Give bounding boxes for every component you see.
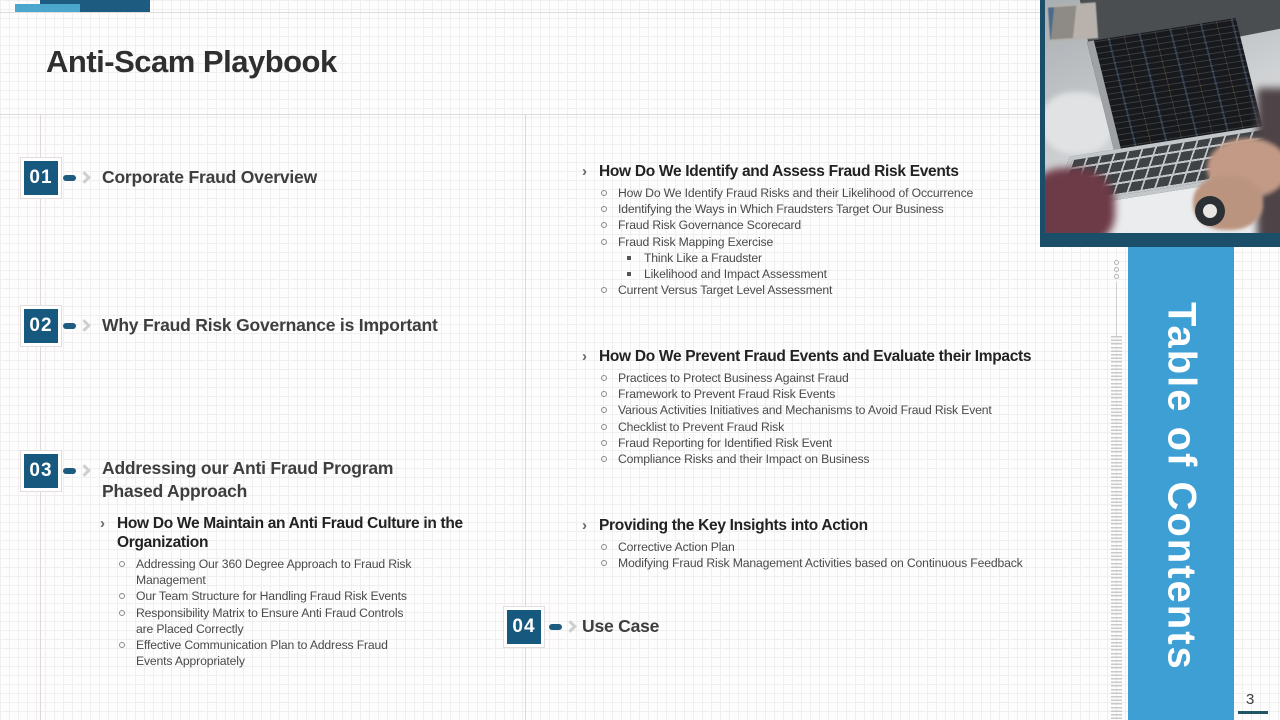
zipper-line [1116,282,1117,336]
item-label: Use Case [582,616,660,636]
circle-bullet-icon [119,610,125,616]
table-of-contents-sidebar [1128,247,1234,720]
bullet-item: Fraud Risk Mapping Exercise [600,234,1070,250]
bullet-item: Corrective Action Plan [600,539,1080,555]
bullet-item: Practices to Protect Business Against Fraud [600,370,1070,386]
picture-frame-shape [1046,2,1098,41]
arrow-chevron-icon [78,171,91,184]
item-number-badge: 04 [504,607,544,647]
circle-bullet-icon [601,222,607,228]
toc-subsection [100,514,480,669]
item-number-badge: 01 [21,158,61,198]
item-number-badge: 03 [21,451,61,491]
item-number-badge: 02 [21,306,61,346]
arrow-dash-icon [549,624,562,630]
arrow-chevron-icon [78,319,91,332]
circle-bullet-icon [119,561,125,567]
bullet-item: Fraud Reporting for Identified Risk Event [600,435,1070,451]
subsection-heading: How Do We Maintain an Anti Fraud Culture in the Organization [117,515,463,551]
bullet-item: Compliance Risks and their Impact on Business [600,451,1070,467]
arrow-dash-icon [63,468,76,474]
circle-bullet-icon [119,593,125,599]
slide-title: Anti-Scam Playbook [46,44,337,79]
bullet-item: Framework to Prevent Fraud Risk Events [600,386,1070,402]
sidebar-label: Table of Contents [1159,302,1204,671]
zipper-ladder [1111,336,1122,720]
chevron-bullet-icon: › [582,348,587,365]
section-heading: How Do We Prevent Fraud Events and Evaluate their Impacts [599,348,1032,365]
item-label: Addressing our Anti Fraud Program Phased Approach [102,458,394,501]
circle-bullet-icon [601,239,607,245]
arrow-chevron-icon [564,620,577,633]
zipper-circle-icon [1114,260,1119,265]
top-accent-blue-bar [15,4,80,12]
circle-bullet-icon [119,642,125,648]
zipper-circle-icon [1114,274,1119,279]
circle-bullet-icon [601,424,607,430]
arrow-dash-icon [63,323,76,329]
circle-bullet-icon [601,391,607,397]
bullet-item: Effective Communication Plan to Address Fraud Events Appropriately [118,637,420,669]
bullet-item: Checklist to Prevent Fraud Risk [600,419,1070,435]
zipper-circle-icon [1114,267,1119,272]
bullet-item: Modifying Fraud Risk Management Activities based on Continuous Feedback [600,555,1080,571]
circle-bullet-icon [601,206,607,212]
wristwatch-shape [1195,196,1225,226]
circle-bullet-icon [601,407,607,413]
bullet-item: Current Versus Target Level Assessment [600,282,1070,298]
item-label: Why Fraud Risk Governance is Important [102,315,438,335]
toc-section-insights [582,516,1082,571]
chevron-bullet-icon: › [582,517,587,534]
timeline-line [40,114,41,720]
section-heading: Providing the Key Insights into Action [599,517,868,534]
circle-bullet-icon [601,560,607,566]
bullet-item: Likelihood and Impact Assessment [600,266,1070,282]
section-heading: How Do We Identify and Assess Fraud Risk Events [599,163,959,180]
bullet-item: Various Activities Initiatives and Mechanisms to Avoid Fraud Risk Event [600,402,1070,418]
circle-bullet-icon [601,375,607,381]
toc-section-identify [582,162,1082,298]
chevron-bullet-icon: › [100,515,105,532]
bullet-item: Identifying the Ways in Which Fraudsters Target Our Business [600,201,1070,217]
arrow-dash-icon [63,175,76,181]
arrow-chevron-icon [78,464,91,477]
bullet-item: How Do We Identify Fraud Risks and their Likelihood of Occurrence [600,185,1070,201]
chevron-bullet-icon: › [582,163,587,180]
bullet-item: Responsibility Matrix to Ensure Anti Fraud Controls are Placed Correctly [118,605,420,637]
bullet-item: Fraud Risk Governance Scorecard [600,217,1070,233]
circle-bullet-icon [601,440,607,446]
title-rule [0,114,1045,115]
item-label: Corporate Fraud Overview [102,167,317,187]
dot-bullet-icon [627,256,631,260]
bullet-item: Addressing Our 360 Degree Approach to Fraud Risk Management [118,556,420,588]
circle-bullet-icon [601,287,607,293]
top-rule [0,12,1045,13]
page-number: 3 [1246,691,1255,708]
circle-bullet-icon [601,544,607,550]
page-number-underline [1238,711,1268,714]
dot-bullet-icon [627,272,631,276]
circle-bullet-icon [601,190,607,196]
toc-section-prevent [582,347,1082,467]
bullet-item: Think Like a Fraudster [600,250,1070,266]
bullet-item: Our Team Structure for Handling Fraud Risk Events [118,588,420,604]
circle-bullet-icon [601,456,607,462]
